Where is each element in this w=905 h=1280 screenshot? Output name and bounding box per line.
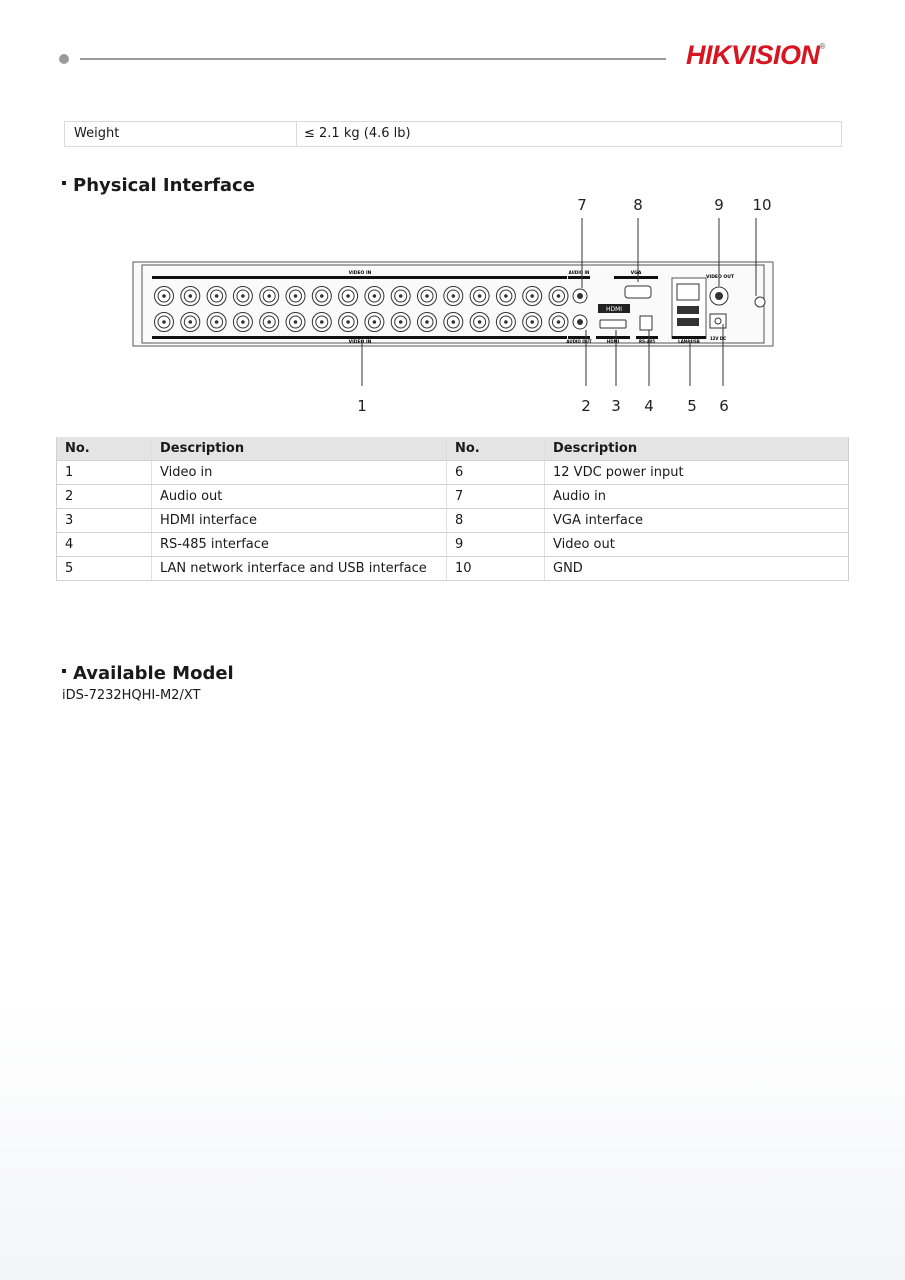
label-rs485: RS-485 [639, 339, 655, 344]
usb-connector-2 [677, 318, 699, 326]
video-in-bnc-connector [286, 287, 305, 306]
callout-7: 7 [577, 196, 587, 214]
spec-weight-row [64, 121, 842, 147]
table-row [57, 461, 849, 485]
cell-description: LAN network interface and USB interface [152, 557, 447, 581]
brand-logo: HIKVISION® [686, 40, 825, 70]
label-vga: VGA [630, 271, 642, 276]
label-lan-usb: LAN&USB [678, 339, 700, 344]
callout-2: 2 [581, 397, 591, 415]
callout-4: 4 [644, 397, 654, 415]
video-in-bnc-connector [339, 287, 358, 306]
video-in-bnc-connector [444, 313, 463, 332]
table-row [57, 509, 849, 533]
interface-table [56, 437, 849, 581]
cell-description: HDMI interface [152, 509, 447, 533]
video-in-bnc-connector [286, 313, 305, 332]
header-rule [80, 58, 666, 60]
cell-description: Audio out [152, 485, 447, 509]
video-in-bnc-connector [418, 313, 437, 332]
model-name: iDS-7232HQHI-M2/XT [62, 688, 201, 703]
hdmi-connector [600, 320, 626, 328]
label-power: 12V DC [709, 336, 727, 341]
usb-connector-1 [677, 306, 699, 314]
video-in-bnc-connector [181, 287, 200, 306]
rs485-connector [640, 316, 652, 330]
label-hdmi: HDMI [606, 339, 620, 344]
cell-description: Audio in [545, 485, 849, 509]
video-in-bnc-connector [444, 287, 463, 306]
callout-1: 1 [357, 397, 367, 415]
lan-connector [677, 284, 699, 300]
footer-background [0, 1000, 905, 1280]
cell-no: 3 [57, 509, 152, 533]
video-in-bnc-connector [418, 287, 437, 306]
video-in-bnc-connector [312, 313, 331, 332]
video-in-bnc-connector [260, 313, 279, 332]
table-row [57, 485, 849, 509]
video-in-bnc-connector [470, 287, 489, 306]
callout-9: 9 [714, 196, 724, 214]
brand-name: HIKVISION [686, 40, 820, 70]
video-in-bnc-connector [391, 287, 410, 306]
svg-text:HDMI: HDMI [605, 306, 623, 313]
header-dot [59, 54, 69, 64]
spec-label: Weight [65, 122, 297, 146]
video-in-bnc-connector [549, 313, 568, 332]
cell-no: 8 [447, 509, 545, 533]
cell-no: 5 [57, 557, 152, 581]
video-in-bnc-connector [207, 313, 226, 332]
cell-description: Video in [152, 461, 447, 485]
header-description-2: Description [545, 437, 849, 461]
cell-description: Video out [545, 533, 849, 557]
video-in-bnc-connector [523, 313, 542, 332]
video-in-bnc-connector [365, 313, 384, 332]
cell-no: 4 [57, 533, 152, 557]
section-title-physical-interface: Physical Interface [62, 175, 255, 196]
callout-6: 6 [719, 397, 729, 415]
video-in-bnc-connector [207, 287, 226, 306]
video-in-bnc-connector [260, 287, 279, 306]
video-in-bnc-connector [181, 313, 200, 332]
video-in-bnc-connector [312, 287, 331, 306]
video-in-bnc-connector [496, 313, 515, 332]
label-video-in-bottom: VIDEO IN [348, 340, 372, 345]
video-in-bnc-connector [470, 313, 489, 332]
header-description-1: Description [152, 437, 447, 461]
callout-5: 5 [687, 397, 697, 415]
video-in-bnc-connector [233, 287, 252, 306]
cell-description: RS-485 interface [152, 533, 447, 557]
cell-no: 10 [447, 557, 545, 581]
callout-8: 8 [633, 196, 643, 214]
label-audio-out: AUDIO OUT [566, 339, 592, 344]
label-audio-in: AUDIO IN [568, 270, 590, 275]
cell-description: VGA interface [545, 509, 849, 533]
video-in-bnc-connector [549, 287, 568, 306]
table-row [57, 557, 849, 581]
cell-no: 2 [57, 485, 152, 509]
header-no-1: No. [57, 437, 152, 461]
video-in-bnc-connector [365, 287, 384, 306]
table-header-row [57, 437, 849, 461]
cell-description: 12 VDC power input [545, 461, 849, 485]
video-in-top-rail [152, 276, 567, 279]
video-in-bnc-connector [155, 313, 174, 332]
callout-3: 3 [611, 397, 621, 415]
label-video-out: VIDEO OUT [706, 275, 734, 280]
vga-connector [625, 286, 651, 298]
cell-no: 7 [447, 485, 545, 509]
video-in-bnc-connector [523, 287, 542, 306]
label-video-in-top: VIDEO IN [348, 271, 372, 276]
gnd-screw [755, 297, 765, 307]
video-in-bnc-connector [233, 313, 252, 332]
video-in-bottom-rail [152, 336, 567, 339]
table-row [57, 533, 849, 557]
video-in-bnc-connector [155, 287, 174, 306]
power-connector [710, 314, 726, 328]
cell-no: 1 [57, 461, 152, 485]
video-in-bnc-connector [496, 287, 515, 306]
section-title-available-model: Available Model [62, 663, 234, 684]
header-no-2: No. [447, 437, 545, 461]
cell-no: 6 [447, 461, 545, 485]
video-in-bnc-connector [339, 313, 358, 332]
video-in-bnc-connector [391, 313, 410, 332]
callout-10: 10 [752, 196, 772, 214]
cell-description: GND [545, 557, 849, 581]
spec-value: ≤ 2.1 kg (4.6 lb) [304, 126, 411, 141]
cell-no: 9 [447, 533, 545, 557]
rear-panel-diagram [120, 190, 800, 420]
